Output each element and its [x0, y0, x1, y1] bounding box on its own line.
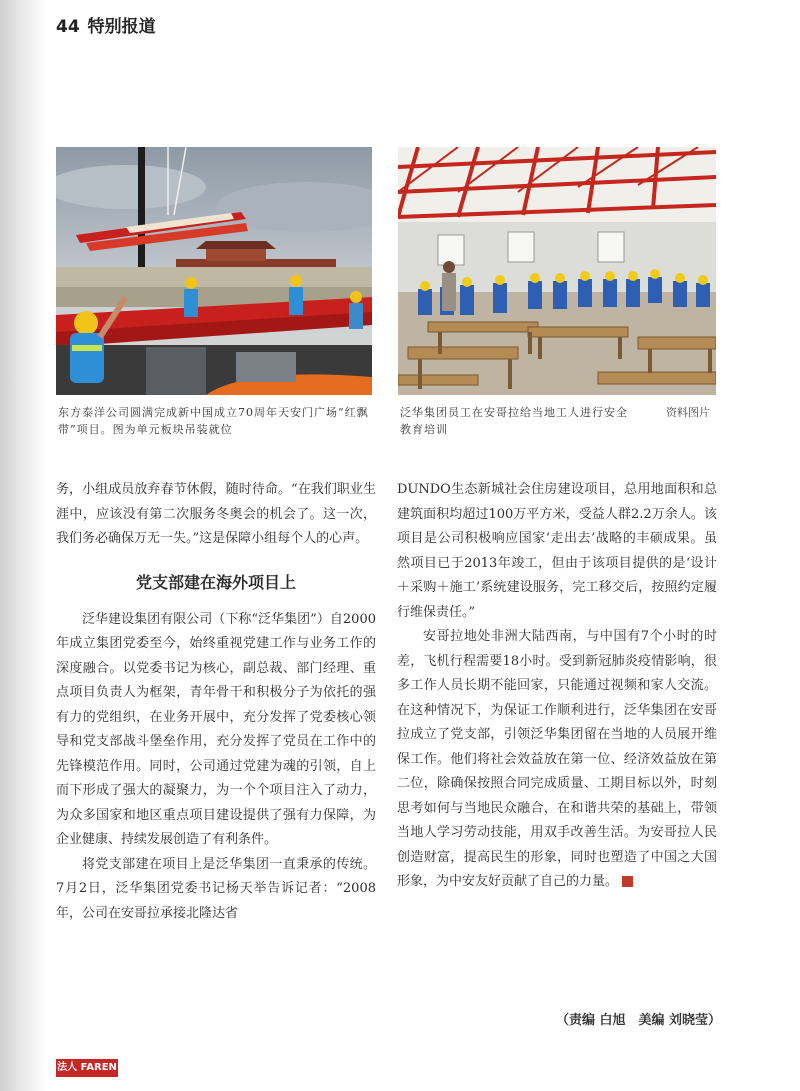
section-name: 特别报道 [87, 17, 156, 37]
magazine-logo: 法人 FAREN [56, 1059, 118, 1077]
article-column-right [397, 478, 717, 895]
paragraph: 泛华建设集团有限公司（下称“泛华集团”）自2000年成立集团党委至今，始终重视党建工作与业务工作的深度融合。以党委书记为核心，副总裁、部门经理、重点项目负责人为框架，青年骨干和积极分子为依托的强有力的党组织，在业务开展中，充分发挥了党委核心领导和党支部战斗堡垒作用，充分发挥了党员在工作中的先锋模范作用。同时，公司通过党建为魂的引领，自上而下形成了强大的凝聚力，为一个个项目注入了动力，为众多国家和地区重点项目建设提供了强有力保障，为企业健康、持续发展创造了有利条件。 [56, 611, 376, 847]
editor-credits: （责编 白旭 美编 刘晓莹） [556, 1013, 722, 1028]
article-end-mark [622, 876, 633, 887]
page-number: 44 [56, 17, 80, 37]
paragraph: DUNDO生态新城社会住房建设项目，总用地面积和总建筑面积均超过100万平方米，受益人群2.2万余人。该项目是公司积极响应国家‘走出去’战略的丰硕成果。虽然项目已于2013年竣工，但由于该项目提供的是‘设计＋采购＋施工’系统建设服务，完工移交后，按照约定履行维保责任。” [397, 482, 717, 620]
safety-training-photo [398, 147, 716, 395]
binding-shadow [0, 0, 48, 1091]
paragraph: 务，小组成员放弃春节休假，随时待命。“在我们职业生涯中，应该没有第二次服务冬奥会的机会了。这一次，我们务必确保万无一失。”这是保障小组每个人的心声。 [56, 482, 376, 546]
paragraph [397, 625, 717, 895]
left-photo-caption: 东方泰洋公司圆满完成新中国成立70周年天安门广场“红飘带”项目。图为单元板块吊装就位 [58, 406, 369, 436]
photo-credit: 资料图片 [666, 406, 710, 419]
section-heading: 党支部建在海外项目上 [135, 572, 296, 592]
page-header [56, 12, 156, 37]
paragraph: 将党支部建在项目上是泛华集团一直秉承的传统。7月2日，泛华集团党委书记杨天举告诉记者：“2008年，公司在安哥拉承接北隆达省 [56, 856, 376, 921]
article-column-left [56, 478, 376, 926]
tiananmen-installation-photo [56, 147, 372, 395]
right-photo-caption: 泛华集团员工在安哥拉给当地工人进行安全教育培训 [400, 406, 628, 436]
paragraph-text: 安哥拉地处非洲大陆西南，与中国有7个小时的时差，飞机行程需要18小时。受到新冠肺炎疫情影响，很多工作人员长期不能回家，只能通过视频和家人交流。在这种情况下，为保证工作顺利进行，泛华集团在安哥拉成立了党支部，引领泛华集团留在当地的人员展开维保工作。他们将社会效益放在第一位、经济效益放在第二位，除确保按照合同完成质量、工期目标以外，时刻思考如何与当地民众融合，在和谐共荣的基础上，带领当地人学习劳动技能，用双手改善生活。为安哥拉人民创造财富，提高民生的形象，同时也塑造了中国之大国形象，为中安友好贡献了自己的力量。 [397, 629, 717, 889]
